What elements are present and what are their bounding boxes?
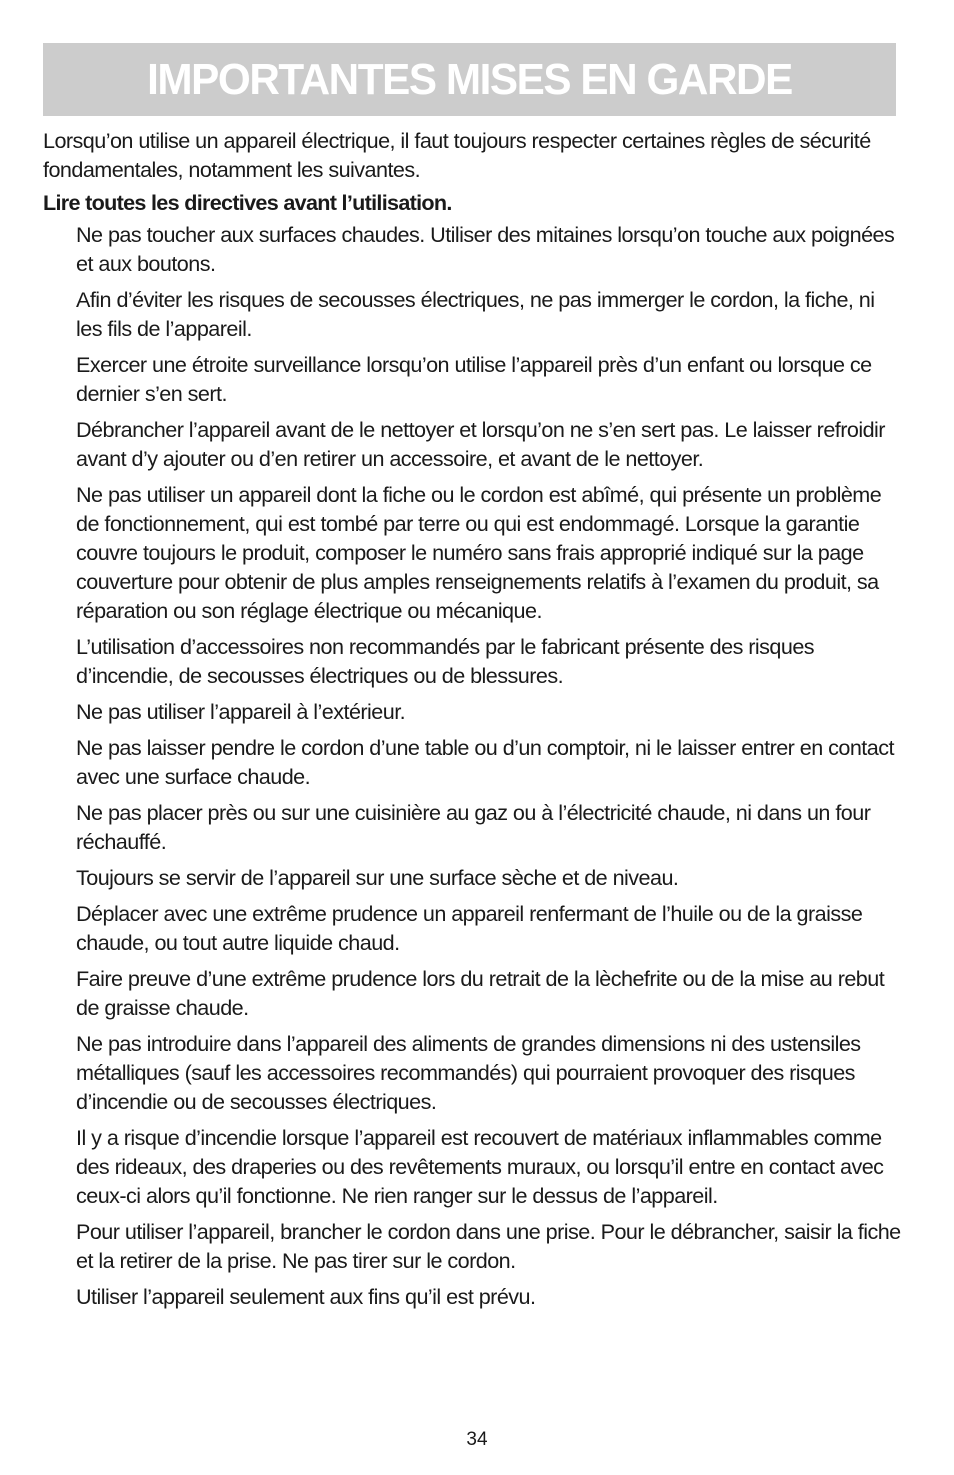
list-item: Toujours se servir de l’appareil sur une surface sèche et de niveau. [76,865,679,890]
list-item: Débrancher l’appareil avant de le nettoyer et lorsqu’on ne s’en sert pas. Le laisser refroidir avant d’y ajouter ou d’en retirer un accessoire, et avant de le nettoyer. [76,417,885,471]
title-banner [43,43,896,116]
list-item: Ne pas laisser pendre le cordon d’une table ou d’un comptoir, ni le laisser entrer en contact avec une surface chaude. [76,735,894,789]
list-item: Ne pas introduire dans l’appareil des aliments de grandes dimensions ni des ustensiles métalliques (sauf les accessoires recommandés) qui pourraient provoquer des risques d’incendie ou de secousses électriques. [76,1031,861,1114]
list-item: Ne pas placer près ou sur une cuisinière au gaz ou à l’électricité chaude, ni dans un four réchauffé. [76,800,871,854]
list-item: Afin d’éviter les risques de secousses électriques, ne pas immerger le cordon, la fiche, ni les fils de l’appareil. [76,287,875,341]
list-item: Ne pas toucher aux surfaces chaudes. Utiliser des mitaines lorsqu’on touche aux poignées et aux boutons. [76,222,895,276]
list-item: Utiliser l’appareil seulement aux fins qu’il est prévu. [76,1284,536,1309]
list-item: Faire preuve d’une extrême prudence lors du retrait de la lèchefrite ou de la mise au rebut de graisse chaude. [76,966,885,1020]
list-item: Pour utiliser l’appareil, brancher le cordon dans une prise. Pour le débrancher, saisir la fiche et la retirer de la prise. Ne pas tirer sur le cordon. [76,1219,901,1273]
list-item: Ne pas utiliser un appareil dont la fiche ou le cordon est abîmé, qui présente un problème de fonctionnement, qui est tombé par terre ou qui est endommagé. Lorsque la garantie couvre toujours le produit, composer le numéro sans frais approprié indiqué sur la page couverture pour obtenir de plus amples renseignements relatifs à l’examen du produit, sa réparation ou son réglage électrique ou mécanique. [76,482,882,623]
list-item: Il y a risque d’incendie lorsque l’appareil est recouvert de matériaux inflammables comme des rideaux, des draperies ou des revêtements muraux, ou lorsqu’il entre en contact avec ceux-ci alors qu’il fonctionne. Ne rien ranger sur le dessus de l’appareil. [76,1125,884,1208]
intro-paragraph: Lorsqu’on utilise un appareil électrique, il faut toujours respecter certaines règles de sécurité fondamentales, notamment les suivantes. [43,128,871,182]
list-item: L’utilisation d’accessoires non recommandés par le fabricant présente des risques d’incendie, de secousses électriques ou de blessures. [76,634,815,688]
page-title: IMPORTANTES MISES EN GARDE [147,55,792,104]
safety-list [43,220,903,1311]
list-item: Exercer une étroite surveillance lorsqu’on utilise l’appareil près d’un enfant ou lorsque ce dernier s’en sert. [76,352,872,406]
list-item: Ne pas utiliser l’appareil à l’extérieur. [76,699,406,724]
page-number: 34 [466,1429,488,1450]
safety-content [43,126,903,1318]
list-item: Déplacer avec une extrême prudence un appareil renfermant de l’huile ou de la graisse chaude, ou tout autre liquide chaud. [76,901,863,955]
directive-heading: Lire toutes les directives avant l’utilisation. [43,190,452,215]
